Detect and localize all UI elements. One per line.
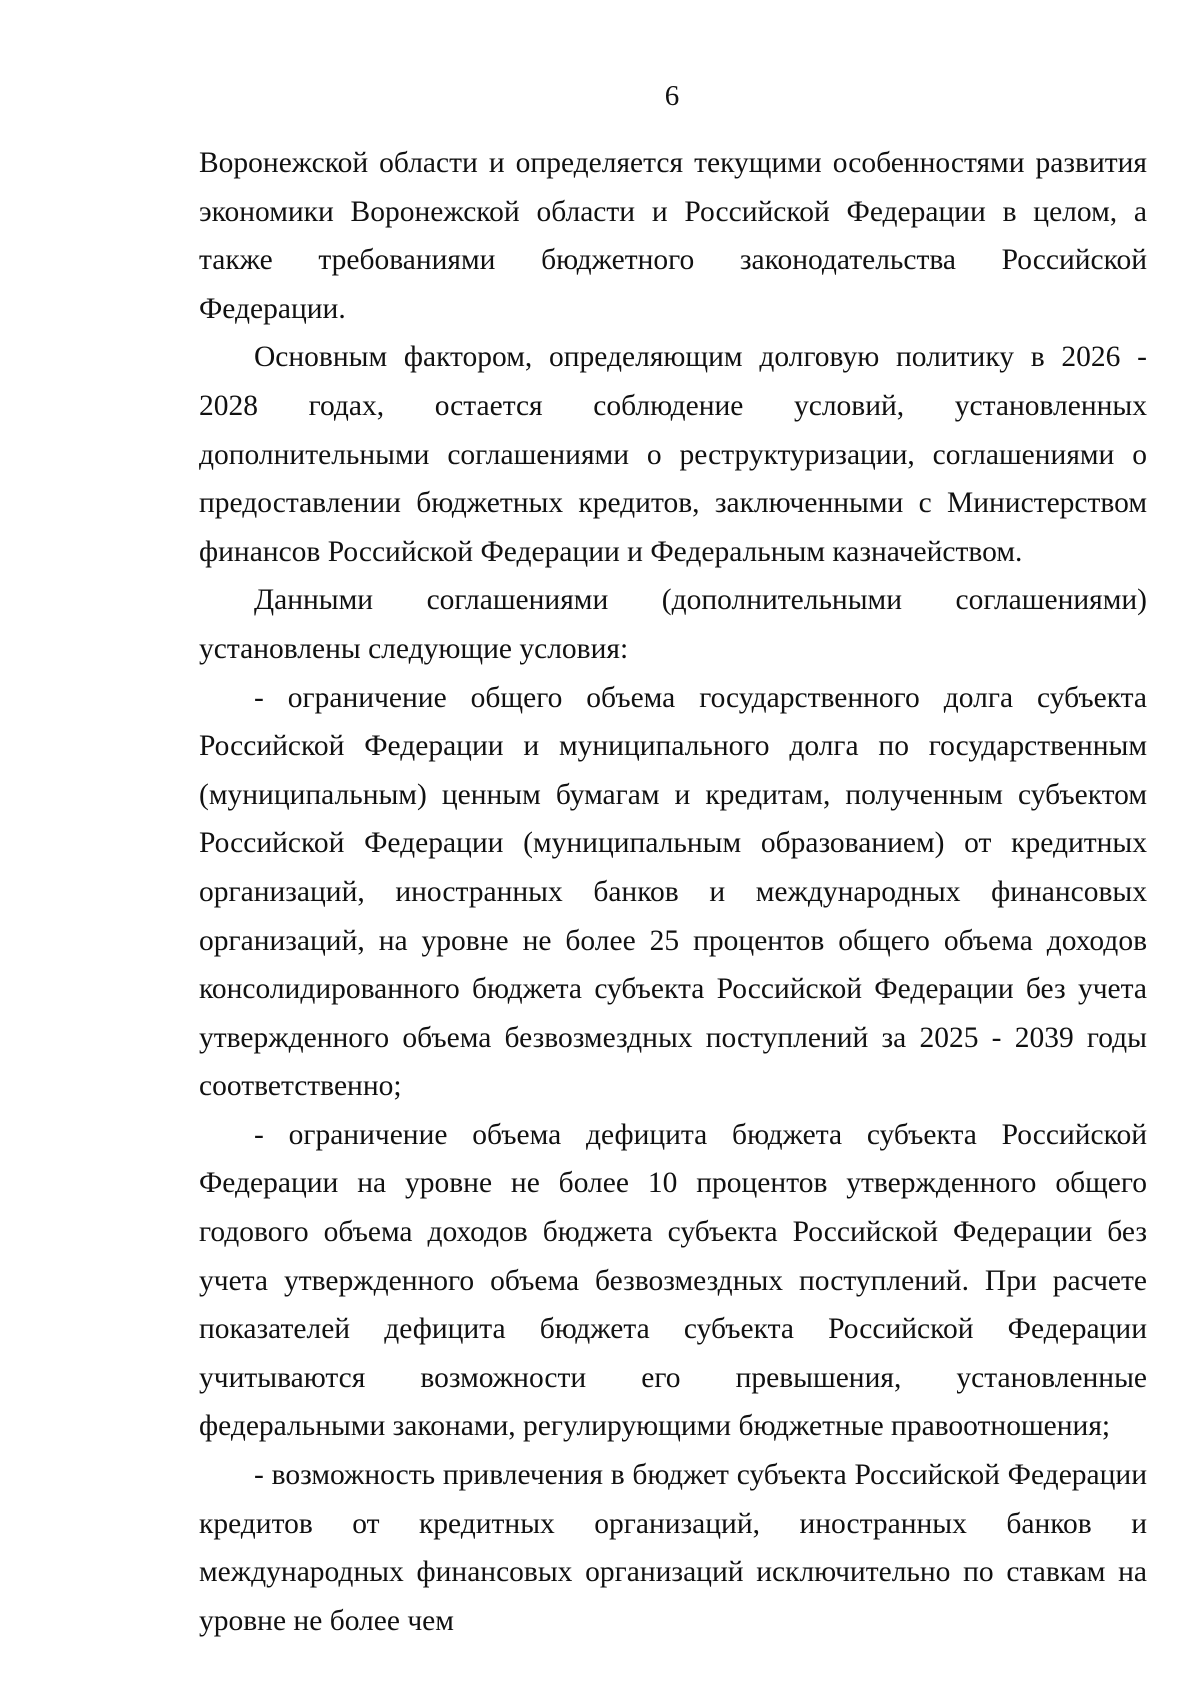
page-number: 6 bbox=[664, 80, 680, 112]
paragraph-conditions-intro: Данными соглашениями (дополнительными соглашениями) установлены следующие условия: bbox=[199, 584, 1147, 665]
list-item-deficit-limit: - ограничение объема дефицита бюджета субъекта Российской Федерации на уровне не более 10 процентов утвержденного общего годового объема доходов бюджета субъекта Российской Федерации без учета утвержденного объема безвозмездных поступлений. При расчете показателей дефицита бюджета субъекта Российской Федерации учитываются возможности его превышения, установленные федеральными законами, регулирующими бюджетные правоотношения; bbox=[199, 1118, 1147, 1443]
paragraph-continuation: Воронежской области и определяется текущими особенностями развития экономики Воронежской области и Российской Федерации в целом, а также требованиями бюджетного законодательства Российской Федерации. bbox=[199, 147, 1147, 325]
document-body bbox=[199, 139, 1147, 1645]
list-item-credit-rates: - возможность привлечения в бюджет субъекта Российской Федерации кредитов от кредитных организаций, иностранных банков и международных финансовых организаций исключительно по ставкам на уровне не более чем bbox=[199, 1459, 1147, 1637]
list-item-debt-limit: - ограничение общего объема государственного долга субъекта Российской Федерации и муниципального долга по государственным (муниципальным) ценным бумагам и кредитам, полученным субъектом Российской Федерации (муниципальным образованием) от кредитных организаций, иностранных банков и международных финансовых организаций, на уровне не более 25 процентов общего объема доходов консолидированного бюджета субъекта Российской Федерации без учета утвержденного объема безвозмездных поступлений за 2025 - 2039 годы соответственно; bbox=[199, 681, 1147, 1103]
paragraph-main-factor: Основным фактором, определяющим долговую политику в 2026 - 2028 годах, остается соблюдение условий, установленных дополнительными соглашениями о реструктуризации, соглашениями о предоставлении бюджетных кредитов, заключенными с Министерством финансов Российской Федерации и Федеральным казначейством. bbox=[199, 341, 1147, 568]
